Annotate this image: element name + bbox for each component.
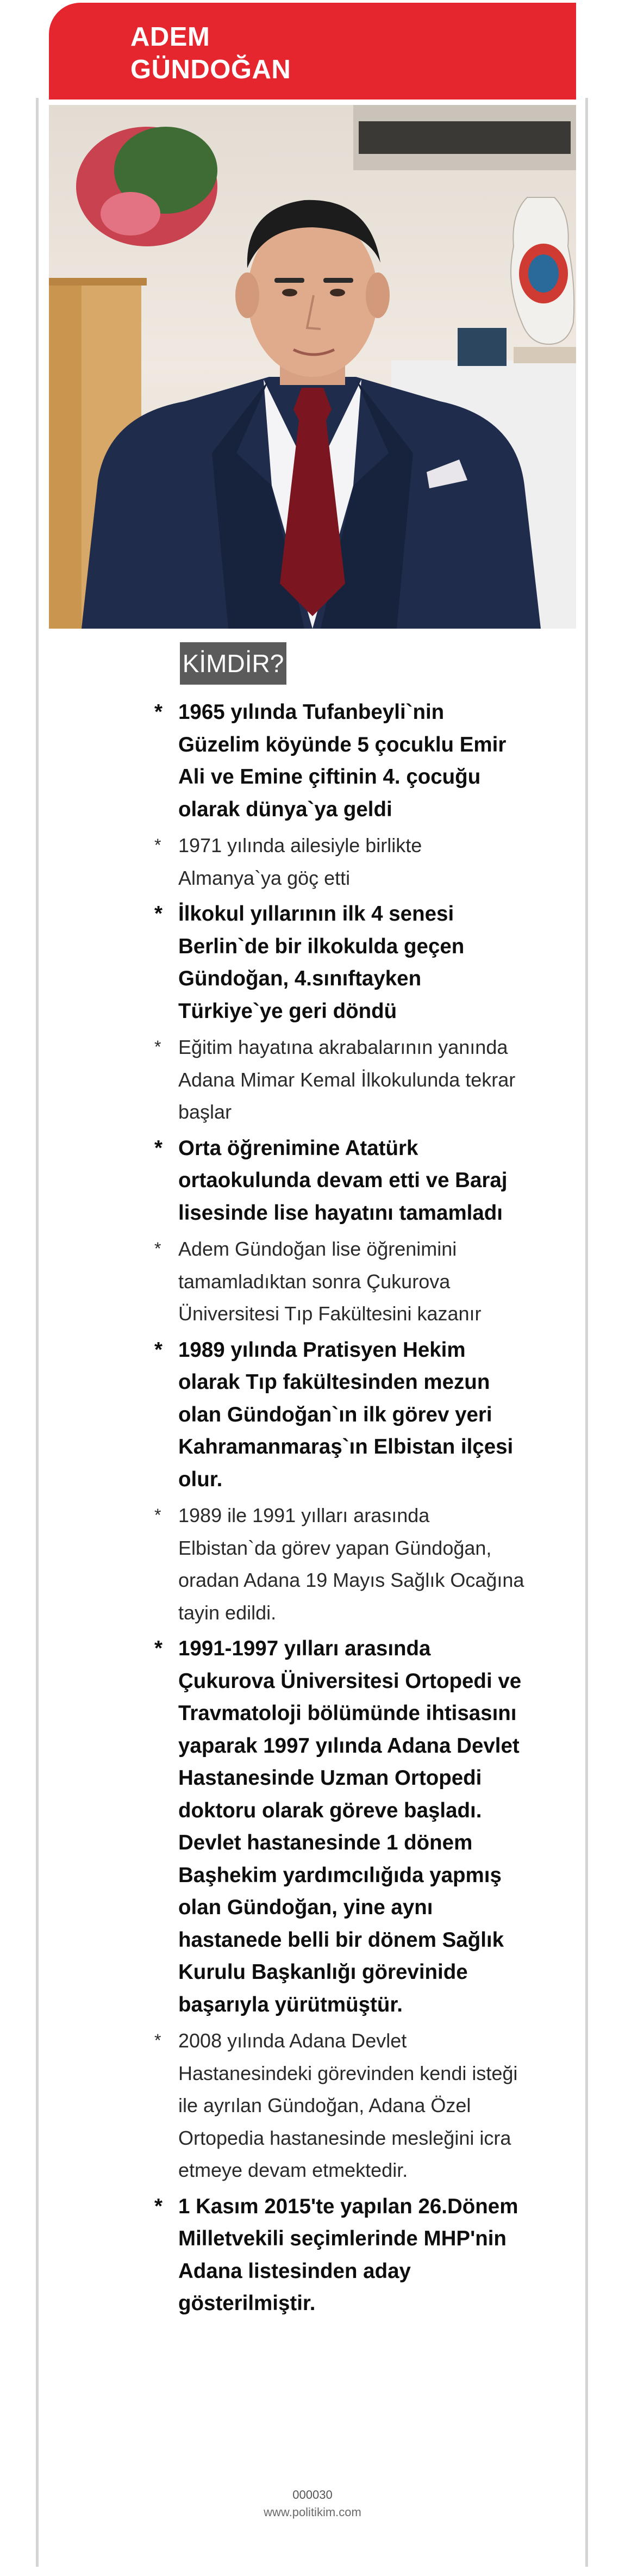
biography-list — [152, 696, 527, 2324]
biography-item — [152, 1334, 527, 1496]
bullet-star: * — [154, 2031, 161, 2050]
biography-item — [152, 1132, 527, 1230]
bullet-star: * — [154, 1239, 161, 1258]
bullet-star: * — [154, 1338, 162, 1362]
bullet-star: * — [154, 2194, 162, 2218]
biography-item-text: Adem Gündoğan lise öğrenimini tamamladıktan sonra Çukurova Üniversitesi Tıp Fakültesini kazanır — [178, 1238, 482, 1325]
biography-item — [152, 1233, 527, 1330]
biography-item-text: 2008 yılında Adana Devlet Hastanesindeki görevinden kendi isteği ile ayrılan Gündoğan, Adana Özel Ortopedia hastanesinde mesleğini icra etmeye devam etmektedir. — [178, 2029, 518, 2181]
bullet-star: * — [154, 902, 162, 926]
bullet-star: * — [154, 700, 162, 724]
name-last: GÜNDOĞAN — [130, 55, 291, 84]
bullet-star: * — [154, 1136, 162, 1160]
biography-item — [152, 1632, 527, 2021]
bullet-star: * — [154, 1037, 161, 1057]
biography-item-text: 1971 yılında ailesiyle birlikte Almanya`ya göç etti — [178, 834, 422, 889]
biography-item-text: 1989 yılında Pratisyen Hekim olarak Tıp fakültesinden mezun olan Gündoğan`ın ilk görev yeri Kahramanmaraş`ın Elbistan ilçesi olur. — [178, 1338, 514, 1491]
biography-item-text: İlkokul yıllarının ilk 4 senesi Berlin`de bir ilkokulda geçen Gündoğan, 4.sınıftayken Türkiye`ye geri döndü — [178, 902, 465, 1023]
bullet-star: * — [154, 835, 161, 855]
biography-item — [152, 2190, 527, 2320]
biography-item-text: 1991-1997 yılları arasında Çukurova Üniversitesi Ortopedi ve Travmatoloji bölümünde ihtisasını yaparak 1997 yılında Adana Devlet Hastanesinde Uzman Ortopedi doktoru olarak göreve başladı. Devlet hastanesinde 1 dönem Başhekim yardımcılığıda yapmış olan Gündoğan, yine aynı hastanede belli bir dönem Sağlık Kurulu Başkanlığı görevinide başarıyla yürütmüştür. — [178, 1637, 522, 2016]
bullet-star: * — [154, 1505, 161, 1525]
biography-item-text: 1 Kasım 2015'te yapılan 26.Dönem Milletvekili seçimlerinde MHP'nin Adana listesinden aday gösterilmiştir. — [178, 2194, 518, 2315]
right-frame-line — [585, 98, 588, 2567]
section-title-kimdir: KİMDİR? — [180, 642, 286, 685]
biography-item-text: 1989 ile 1991 yılları arasında Elbistan`da görev yapan Gündoğan, oradan Adana 19 Mayıs Sağlık Ocağına tayin edildi. — [178, 1504, 524, 1624]
biography-item-text: Orta öğrenimine Atatürk ortaokulunda devam etti ve Baraj lisesinde lise hayatını tamamladı — [178, 1136, 508, 1225]
website-url[interactable]: www.politikim.com — [264, 2505, 361, 2519]
biography-item — [152, 1031, 527, 1128]
biography-item-text: Eğitim hayatına akrabalarının yanında Adana Mimar Kemal İlkokulunda tekrar başlar — [178, 1036, 516, 1123]
biography-item — [152, 1499, 527, 1629]
bullet-star: * — [154, 1637, 162, 1660]
biography-item — [152, 696, 527, 825]
page-number: 000030 — [292, 2488, 333, 2501]
portrait-photo — [49, 105, 576, 629]
name-banner — [49, 3, 576, 100]
biography-item — [152, 898, 527, 1027]
biography-item — [152, 829, 527, 894]
name-first: ADEM — [130, 22, 210, 52]
biography-item — [152, 2025, 527, 2187]
biography-item-text: 1965 yılında Tufanbeyli`nin Güzelim köyünde 5 çocuklu Emir Ali ve Emine çiftinin 4. çocuğu olarak dünya`ya geldi — [178, 700, 507, 821]
left-frame-line — [36, 98, 39, 2567]
